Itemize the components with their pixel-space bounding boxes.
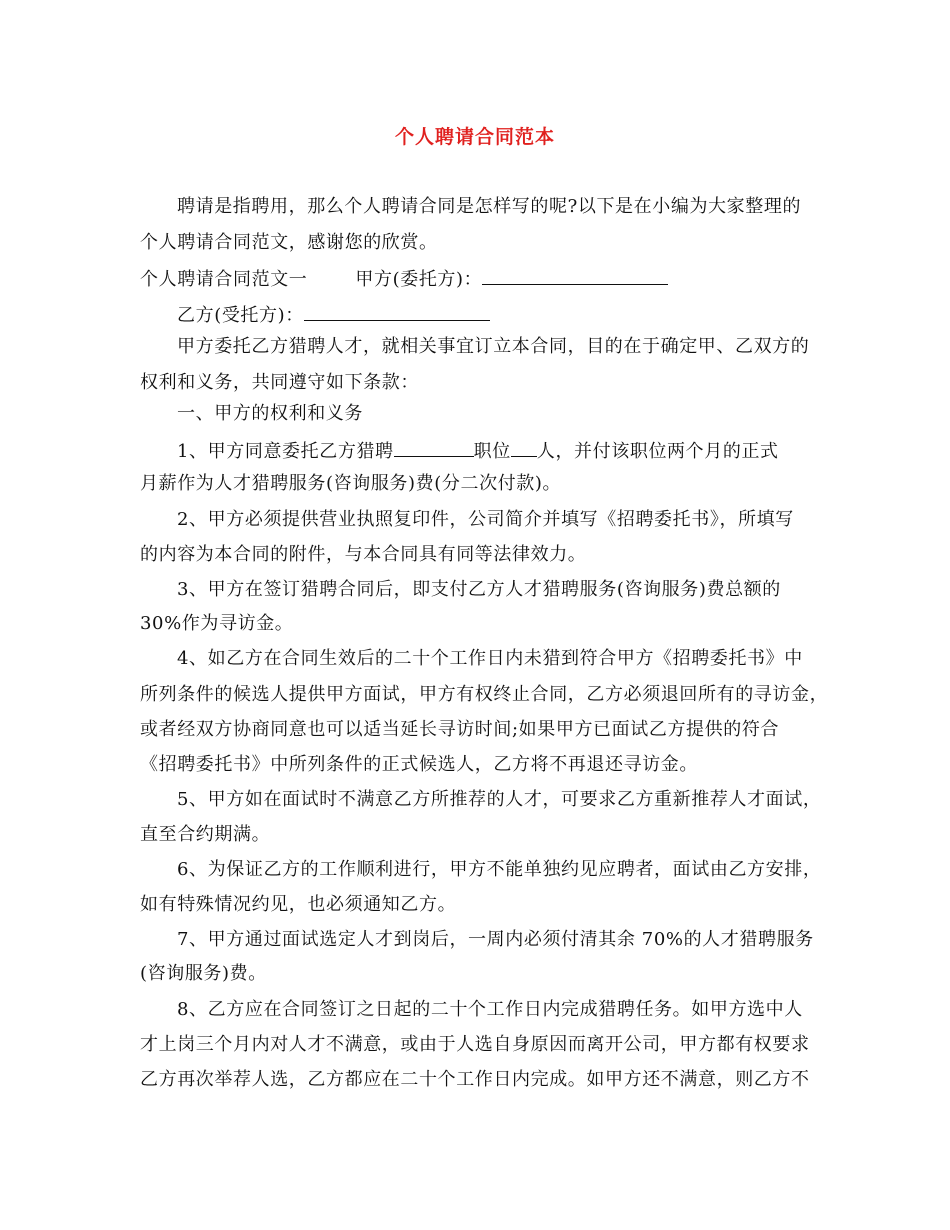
clause-1-line [177,438,867,464]
intro-line-2: 个人聘请合同范文，感谢您的欣赏。 [140,232,438,253]
page-title: 个人聘请合同范本 [394,126,555,148]
clause-1-text-a: 1、甲方同意委托乙方猎聘 [177,441,394,462]
party-b-label: 乙方(受托方)： [177,305,304,326]
paragraph-line: 7、甲方通过面试选定人才到岗后，一周内必须付清其余 70%的人才猎聘服务 [177,929,814,950]
paragraph-line: 或者经双方协商同意也可以适当延长寻访时间;如果甲方已面试乙方提供的符合 [140,719,780,740]
position-blank [394,438,474,457]
paragraph-line: 所列条件的候选人提供甲方面试，甲方有权终止合同，乙方必须退回所有的寻访金， [140,684,829,705]
paragraph-line: 3、甲方在签订猎聘合同后，即支付乙方人才猎聘服务(咨询服务)费总额的 [177,579,781,600]
section-heading: 一、甲方的权利和义务 [177,403,363,424]
party-a-line [140,266,830,292]
paragraph-line: 《招聘委托书》中所列条件的正式候选人，乙方将不再退还寻访金。 [140,754,698,775]
clause-1-text-c: 人，并付该职位两个月的正式 [536,441,779,462]
paragraph-line: 权利和义务，共同遵守如下条款： [140,372,419,393]
party-b-line [177,302,867,328]
paragraph-line: 2、甲方必须提供营业执照复印件，公司简介并填写《招聘委托书》，所填写 [177,509,794,530]
paragraph-line: 8、乙方应在合同签订之日起的二十个工作日内完成猎聘任务。如甲方选中人 [177,999,803,1020]
paragraph-line: 才上岗三个月内对人才不满意，或由于人选自身原因而离开公司，甲方都有权要求 [140,1034,810,1055]
party-a-blank [482,266,668,285]
count-blank [511,438,537,457]
sample-heading: 个人聘请合同范文一 [140,269,308,290]
intro-line-1: 聘请是指聘用，那么个人聘请合同是怎样写的呢?以下是在小编为大家整理的 [177,196,802,217]
clause-1-text-b: 职位 [473,441,511,462]
paragraph-line: 6、为保证乙方的工作顺利进行，甲方不能单独约见应聘者，面试由乙方安排， [177,859,822,880]
paragraph-line: 乙方再次举荐人选，乙方都应在二十个工作日内完成。如甲方还不满意，则乙方不 [140,1069,810,1090]
paragraph-line: 的内容为本合同的附件，与本合同具有同等法律效力。 [140,544,587,565]
paragraph-line: 月薪作为人才猎聘服务(咨询服务)费(分二次付款)。 [140,473,562,494]
party-b-blank [304,302,490,321]
paragraph-line: 甲方委托乙方猎聘人才，就相关事宜订立本合同，目的在于确定甲、乙双方的 [177,336,810,357]
paragraph-line: 直至合约期满。 [140,824,271,845]
paragraph-line: 如有特殊情况约见，也必须通知乙方。 [140,894,457,915]
paragraph-line: 4、如乙方在合同生效后的二十个工作日内未猎到符合甲方《招聘委托书》中 [177,648,803,669]
party-a-label: 甲方(委托方)： [355,269,483,290]
paragraph-line: 5、甲方如在面试时不满意乙方所推荐的人才，可要求乙方重新推荐人才面试， [177,789,822,810]
paragraph-line: 30%作为寻访金。 [140,613,294,634]
paragraph-line: (咨询服务)费。 [140,963,267,984]
